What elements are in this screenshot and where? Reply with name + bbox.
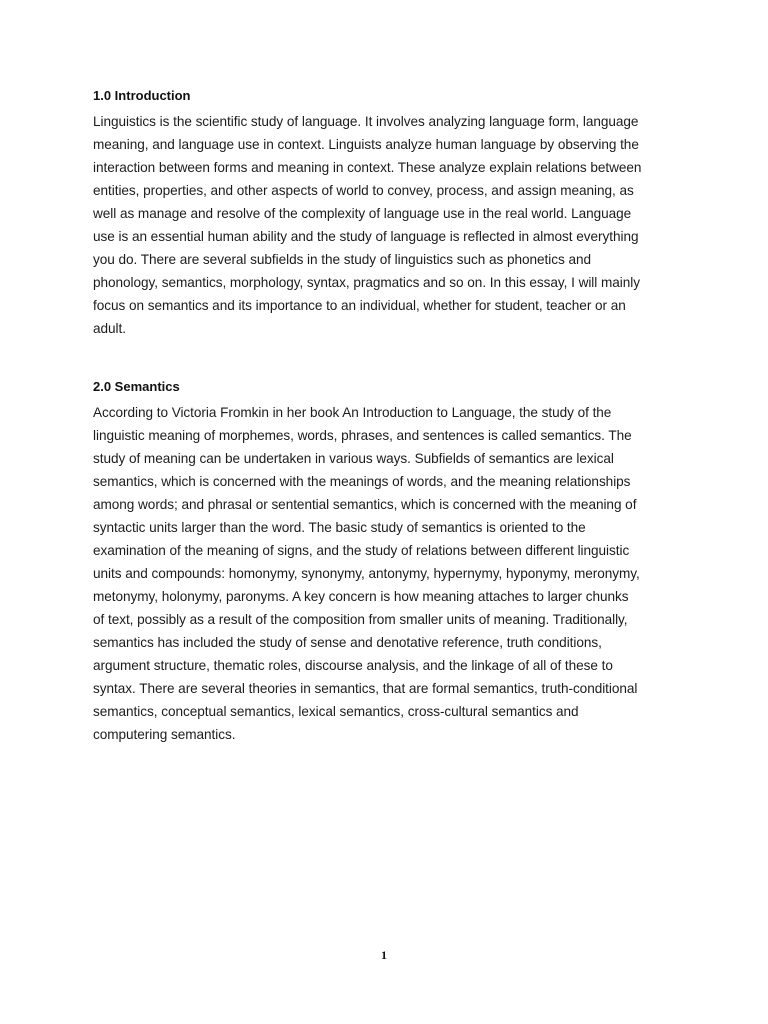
text-line: adult.: [93, 321, 126, 336]
text-line: According to Victoria Fromkin in her book An Introduction to Language, the study of the: [93, 405, 612, 420]
section-semantics: [93, 378, 683, 746]
text-line: metonymy, holonymy, paronyms. A key concern is how meaning attaches to larger chunks: [93, 589, 629, 604]
text-line: semantics, which is concerned with the meanings of words, and the meaning relationships: [93, 474, 631, 489]
text-line: phonology, semantics, morphology, syntax, pragmatics and so on. In this essay, I will mainly: [93, 275, 640, 290]
section-heading: 1.0 Introduction: [93, 88, 191, 103]
text-line: use is an essential human ability and the study of language is reflected in almost everything: [93, 229, 639, 244]
text-line: semantics, conceptual semantics, lexical semantics, cross-cultural semantics and: [93, 704, 579, 719]
text-line: of text, possibly as a result of the composition from smaller units of meaning. Traditionally,: [93, 612, 628, 627]
text-line: study of meaning can be undertaken in various ways. Subfields of semantics are lexical: [93, 451, 614, 466]
text-line: linguistic meaning of morphemes, words, phrases, and sentences is called semantics. The: [93, 428, 632, 443]
text-line: you do. There are several subfields in the study of linguistics such as phonetics and: [93, 252, 592, 267]
text-line: focus on semantics and its importance to an individual, whether for student, teacher or an: [93, 298, 626, 313]
section-body: [93, 110, 683, 340]
text-line: syntax. There are several theories in semantics, that are formal semantics, truth-conditional: [93, 681, 638, 696]
text-line: argument structure, thematic roles, discourse analysis, and the linkage of all of these to: [93, 658, 613, 673]
text-line: computering semantics.: [93, 727, 236, 742]
text-line: entities, properties, and other aspects of world to convey, process, and assign meaning, as: [93, 183, 634, 198]
section-body: [93, 401, 683, 746]
text-line: interaction between forms and meaning in context. These analyze explain relations between: [93, 160, 642, 175]
text-line: well as manage and resolve of the complexity of language use in the real world. Language: [93, 206, 632, 221]
text-line: units and compounds: homonymy, synonymy, antonymy, hypernymy, hyponymy, meronymy,: [93, 566, 640, 581]
text-line: meaning, and language use in context. Linguists analyze human language by observing the: [93, 137, 639, 152]
page-number: 1: [381, 948, 387, 962]
text-line: semantics has included the study of sense and denotative reference, truth conditions,: [93, 635, 602, 650]
text-line: syntactic units larger than the word. The basic study of semantics is oriented to the: [93, 520, 586, 535]
text-line: among words; and phrasal or sentential semantics, which is concerned with the meaning of: [93, 497, 637, 512]
text-line: Linguistics is the scientific study of language. It involves analyzing language form, language: [93, 114, 639, 129]
text-line: examination of the meaning of signs, and the study of relations between different linguistic: [93, 543, 630, 558]
section-heading: 2.0 Semantics: [93, 379, 180, 394]
section-introduction: [93, 87, 683, 340]
